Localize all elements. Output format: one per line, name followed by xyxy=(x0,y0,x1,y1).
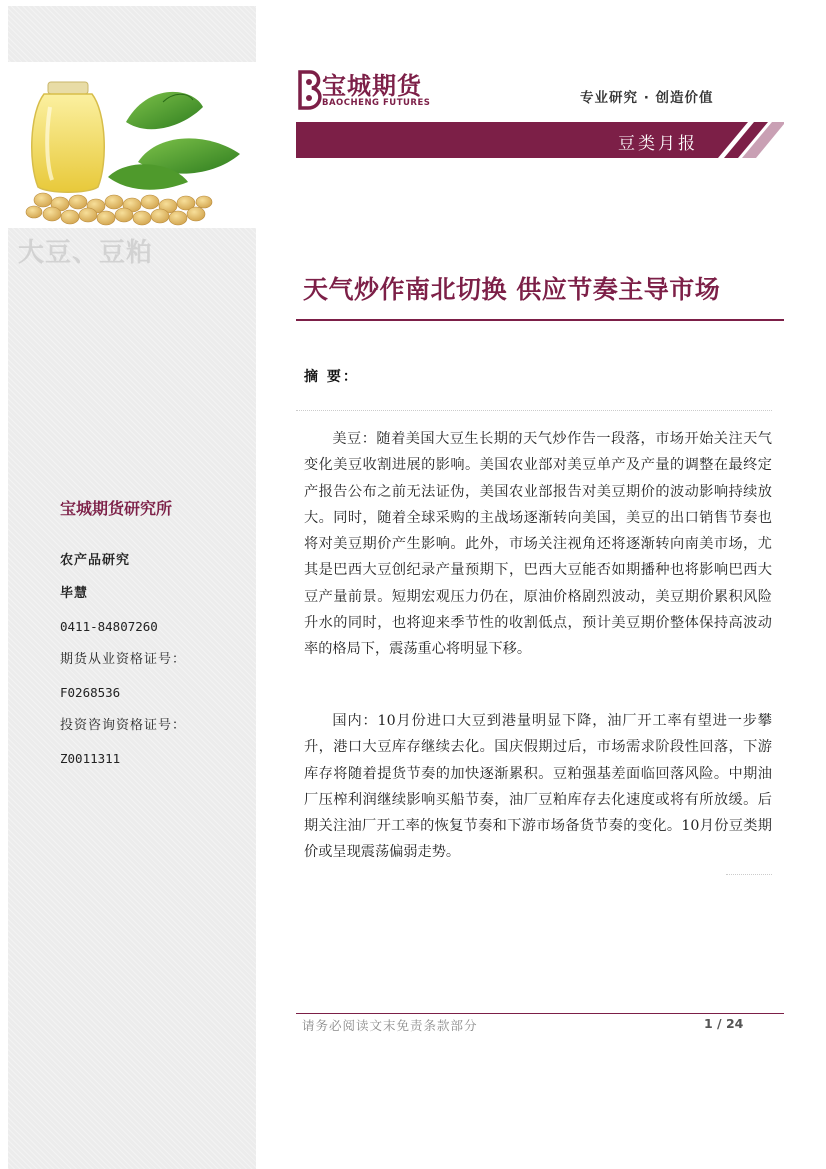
abstract-label: 摘 要： xyxy=(304,369,359,385)
soybean-oil-image xyxy=(8,62,256,228)
title-divider xyxy=(296,319,784,321)
analyst-contact xyxy=(60,548,250,779)
phone-number: 0411-84807260 xyxy=(60,619,158,634)
institute-name: 宝城期货研究所 xyxy=(60,499,173,518)
report-type-banner xyxy=(296,122,784,158)
slogan: 专业研究 · 创造价值 xyxy=(580,90,714,106)
futures-cert-number: F0268536 xyxy=(60,685,121,700)
page-number: 1 / 24 xyxy=(704,1016,744,1031)
footer-divider xyxy=(296,1013,784,1014)
dotted-divider xyxy=(296,410,772,411)
disclaimer-note: 请务必阅读文末免责条款部分 xyxy=(302,1018,478,1033)
commodity-title: 大豆、豆粕 xyxy=(18,238,154,268)
logo-chinese: 宝城期货 xyxy=(322,71,422,100)
logo-english: BAOCHENG FUTURES xyxy=(322,98,431,108)
report-type: 豆类月报 xyxy=(618,134,698,154)
report-title: 天气炒作南北切换 供应节奏主导市场 xyxy=(303,275,721,304)
paragraph-us-soy: 美豆：随着美国大豆生长期的天气炒作告一段落，市场开始关注天气变化美豆收割进展的影响。美国农业部对美豆单产及产量的调整在最终定产报告公布之前无法证伪，美国农业部报告对美豆期价的波动影响持续放大。同时，随着全球采购的主战场逐渐转向美国，美豆的出口销售节奏也将对美豆期价产生影响。此外，市场关注视角还将逐渐转向南美市场，尤其是巴西大豆创纪录产量预期下，巴西大豆能否如期播种也将影响巴西大豆产量前景。短期宏观压力仍在，原油价格剧烈波动，美豆期价累积风险升水的同时，也将迎来季节性的收割低点，预计美豆期价整体保持高波动率的格局下，震荡重心将明显下移。 xyxy=(304,431,772,658)
advisory-cert-label: 投资咨询资格证号： xyxy=(60,718,187,733)
futures-cert-label: 期货从业资格证号： xyxy=(60,652,187,667)
analyst-name: 毕慧 xyxy=(60,586,89,601)
paragraph-domestic: 国内：10月份进口大豆到港量明显下降，油厂开工率有望进一步攀升，港口大豆库存继续去化。国庆假期过后，市场需求阶段性回落，下游库存将随着提货节奏的加快逐渐累积。豆粕强基差面临回落风险。中期油厂压榨利润继续影响买船节奏，油厂豆粕库存去化速度或将有所放缓。后期关注油厂开工率的恢复节奏和下游市场备货节奏的变化。10月份豆类期价或呈现震荡偏弱走势。 xyxy=(304,713,772,861)
dotted-divider xyxy=(726,874,772,875)
advisory-cert-number: Z0011311 xyxy=(60,751,121,766)
department: 农产品研究 xyxy=(60,553,131,568)
